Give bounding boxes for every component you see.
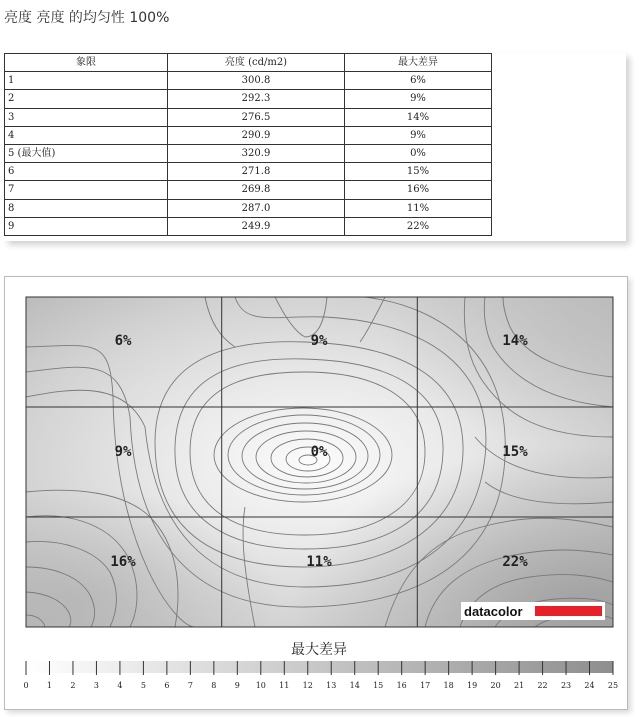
scale-tick-label: 0 [23,681,29,690]
scale-tick-label: 3 [93,681,99,690]
scale-tick-label: 17 [420,681,431,690]
table-row [5,217,492,235]
cell-quadrant: 4 [5,126,168,144]
contour-plot-area [26,297,613,627]
cell-max-difference: 9% [345,126,492,144]
scale-tick-label: 2 [70,681,76,690]
datacolor-logo [461,602,605,620]
scale-title: 最大差异 [291,642,347,658]
cell-max-difference: 15% [345,163,492,181]
cell-luminance: 269.8 [168,181,345,199]
table-row [5,72,492,90]
table-row [5,163,492,181]
cell-max-difference: 14% [345,108,492,126]
column-header-max-difference: 最大差异 [345,54,492,72]
cell-max-difference: 16% [345,181,492,199]
scale-tick-label: 1 [46,681,53,690]
table-row [5,181,492,199]
cell-max-difference: 0% [345,144,492,162]
scale-tick-label: 19 [467,681,478,690]
scale-tick-label: 15 [373,681,384,690]
cell-max-difference: 6% [345,72,492,90]
cell-quadrant: 5 (最大值) [5,144,168,162]
cell-luminance: 271.8 [168,163,345,181]
scale-tick-label: 7 [187,681,193,690]
table-row [5,144,492,162]
scale-tick-label: 8 [211,681,217,690]
cell-quadrant: 9 [5,217,168,235]
cell-quadrant: 7 [5,181,168,199]
datacolor-logo-text: datacolor [464,604,523,619]
scale-tick-label: 4 [117,681,123,690]
page-title: 亮度 亮度 的均匀性 100% [4,10,170,26]
cell-max-difference: 11% [345,199,492,217]
column-header-quadrant: 象限 [5,54,168,72]
scale-gradient-bar [26,661,613,673]
cell-quadrant: 2 [5,90,168,108]
scale-tick-label: 25 [607,681,619,690]
quadrant-label-1: 6% [114,333,132,349]
cell-luminance: 300.8 [168,72,345,90]
cell-luminance: 320.9 [168,144,345,162]
cell-quadrant: 3 [5,108,168,126]
scale-tick-label: 9 [234,681,240,690]
datacolor-logo-bar [535,606,602,616]
cell-luminance: 290.9 [168,126,345,144]
cell-quadrant: 6 [5,163,168,181]
uniformity-table-card [4,53,626,241]
quadrant-label-6: 15% [502,444,528,460]
cell-max-difference: 22% [345,217,492,235]
uniformity-contour-chart [5,277,627,709]
scale-tick-label: 22 [537,681,548,690]
table-row [5,90,492,108]
scale-tick-label: 12 [302,681,313,690]
scale-tick-label: 18 [443,681,454,690]
table-row [5,126,492,144]
scale-tick-label: 6 [164,681,170,690]
scale-tick-label: 14 [349,681,360,690]
table-row [5,199,492,217]
quadrant-label-2: 9% [310,333,328,349]
scale-tick-label: 5 [140,681,146,690]
uniformity-table [4,53,492,236]
quadrant-label-7: 16% [110,554,136,570]
scale-tick-label: 24 [584,681,595,690]
cell-quadrant: 8 [5,199,168,217]
quadrant-label-8: 11% [306,554,332,570]
cell-luminance: 249.9 [168,217,345,235]
difference-scale-legend [23,641,618,690]
uniformity-chart-card [4,276,628,710]
scale-tick-label: 23 [560,681,572,690]
scale-tick-label: 13 [326,681,337,690]
quadrant-label-5: 0% [310,444,328,460]
cell-luminance: 276.5 [168,108,345,126]
cell-luminance: 287.0 [168,199,345,217]
column-header-luminance: 亮度 (cd/m2) [168,54,345,72]
scale-tick-label: 16 [396,681,407,690]
cell-quadrant: 1 [5,72,168,90]
cell-luminance: 292.3 [168,90,345,108]
quadrant-label-4: 9% [114,444,132,460]
scale-tick-label: 11 [279,681,290,690]
scale-tick-label: 21 [513,681,525,690]
scale-tick-label: 10 [255,681,266,690]
quadrant-label-9: 22% [502,554,528,570]
cell-max-difference: 9% [345,90,492,108]
scale-tick-label: 20 [490,681,501,690]
table-row [5,108,492,126]
table-header-row [5,54,492,72]
quadrant-label-3: 14% [502,333,528,349]
